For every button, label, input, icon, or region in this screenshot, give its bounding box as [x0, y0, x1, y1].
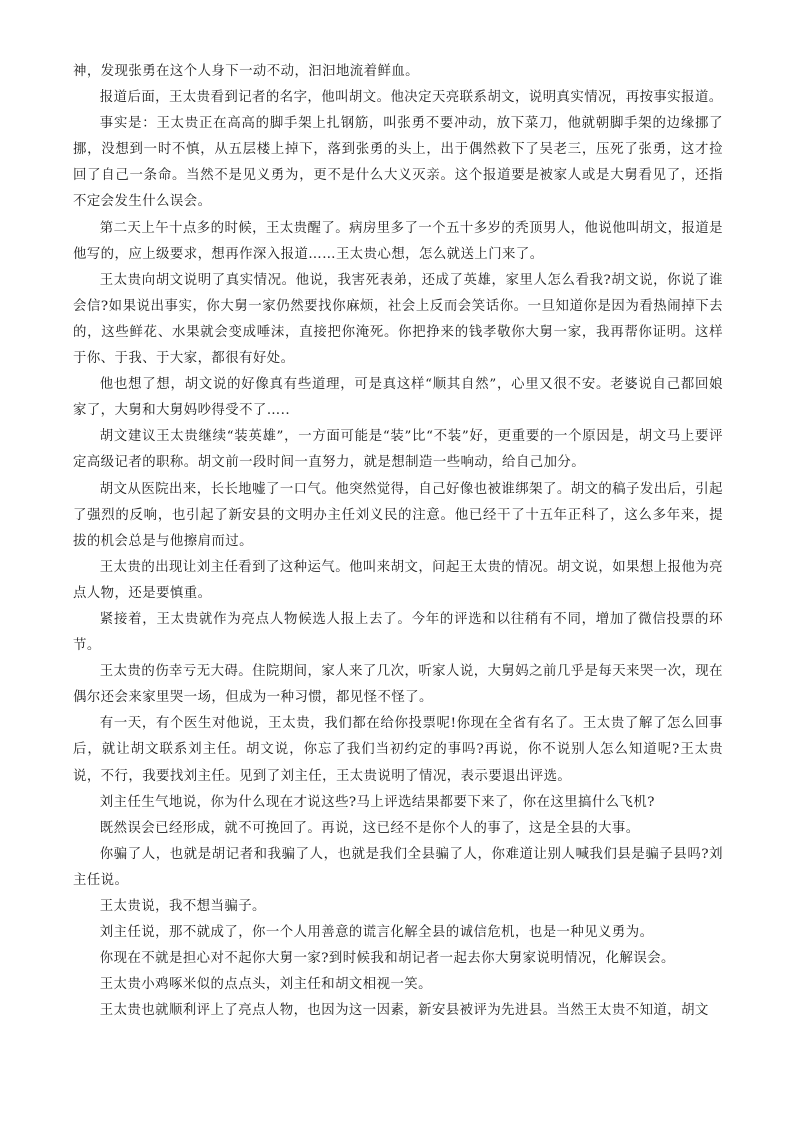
- paragraph-3: 事实是：王太贵正在高高的脚手架上扎钢筋，叫张勇不要冲动，放下菜刀，他就朝脚手架的边缘挪了挪，没想到一时不慎，从五层楼上掉下，落到张勇的头上，出于偶然救下了吴老三，压死了张勇，这才捡回了自己一条命。当然不是见义勇为，更不是什么大义灭亲。这个报道要是被家人或是大舅看见了，还指不定会发生什么误会。: [73, 116, 723, 210]
- paragraph-1: 神，发现张勇在这个人身下一动不动，汩汩地流着鲜血。: [73, 64, 420, 79]
- paragraph-20: 王太贵也就顺利评上了亮点人物，也因为这一因素，新安县被评为先进县。当然王太贵不知道，胡文: [99, 1003, 709, 1019]
- paragraph-2: 报道后面，王太贵看到记者的名字，他叫胡文。他决定天亮联系胡文，说明真实情况，再按事实报道。: [99, 90, 723, 106]
- paragraph-7: 胡文建议王太贵继续“装英雄”，一方面可能是“装”比“不装”好，更重要的一个原因是，胡文马上要评定高级记者的职称。胡文前一段时间一直努力，就是想制造一些响动，给自己加分。: [73, 429, 723, 471]
- paragraph-10: 紧接着，王太贵就作为亮点人物候选人报上去了。今年的评选和以往稍有不同，增加了微信投票的环节。: [73, 611, 723, 654]
- paragraph-12: 有一天，有个医生对他说，王太贵，我们都在给你投票呢!你现在全省有名了。王太贵了解了怎么回事后，就让胡文联系刘主任。胡文说，你忘了我们当初约定的事吗?再说，你不说别人怎么知道呢?王太贵说，不行，我要找刘主任。见到了刘主任，王太贵说明了情况，表示要退出评选。: [73, 716, 723, 784]
- paragraph-18: 你现在不就是担心对不起你大舅一家?到时候我和胡记者一起去你大舅家说明情况，化解误会。: [99, 951, 675, 967]
- paragraph-9: 王太贵的出现让刘主任看到了这种运气。他叫来胡文，问起王太贵的情况。胡文说，如果想上报他为亮点人物，还是要慎重。: [73, 559, 723, 601]
- paragraph-4: 第二天上午十点多的时候，王太贵醒了。病房里多了一个五十多岁的秃顶男人，他说他叫胡文，报道是他写的，应上级要求，想再作深入报道……王太贵心想，怎么就送上门来了。: [73, 220, 723, 262]
- paragraph-11: 王太贵的伤幸亏无大碍。住院期间，家人来了几次，听家人说，大舅妈之前几乎是每天来哭一次，现在偶尔还会来家里哭一场，但成为一种习惯，都见怪不怪了。: [73, 664, 723, 706]
- paragraph-14: 既然误会已经形成，就不可挽回了。再说，这已经不是你个人的事了，这是全县的大事。: [99, 820, 640, 836]
- paragraph-5: 王太贵向胡文说明了真实情况。他说，我害死表弟，还成了英雄，家里人怎么看我?胡文说，你说了谁会信?如果说出事实，你大舅一家仍然要找你麻烦，社会上反而会笑话你。一旦知道你是因为看热闹掉下去的，这些鲜花、水果就会变成唾沫，直接把你淹死。你把挣来的钱孝敬你大舅一家，我再帮你证明。这样于你、于我、于大家，都很有好处。: [73, 272, 723, 367]
- paragraph-6: 他也想了想，胡文说的好像真有些道理，可是真这样“顺其自然”，心里又很不安。老婆说自己都回娘家了，大舅和大舅妈吵得受不了…..: [73, 377, 723, 419]
- document-page: [73, 59, 723, 1024]
- paragraph-19: 王太贵小鸡啄米似的点点头，刘主任和胡文相视一笑。: [99, 977, 432, 993]
- paragraph-8: 胡文从医院出来，长长地嘘了一口气。他突然觉得，自己好像也被谁绑架了。胡文的稿子发出后，引起了强烈的反响，也引起了新安县的文明办主任刘义民的注意。他已经干了十五年正科了，这么多年来，提拔的机会总是与他擦肩而过。: [73, 481, 723, 549]
- paragraph-15: 你骗了人，也就是胡记者和我骗了人，也就是我们全县骗了人，你难道让别人喊我们县是骗子县吗?刘主任说。: [73, 846, 723, 888]
- paragraph-17: 刘主任说，那不就成了，你一个人用善意的谎言化解全县的诚信危机，也是一种见义勇为。: [99, 925, 654, 941]
- paragraph-13: 刘主任生气地说，你为什么现在才说这些?马上评选结果都要下来了，你在这里搞什么飞机?: [99, 794, 655, 810]
- paragraph-16: 王太贵说，我不想当骗子。: [99, 899, 266, 914]
